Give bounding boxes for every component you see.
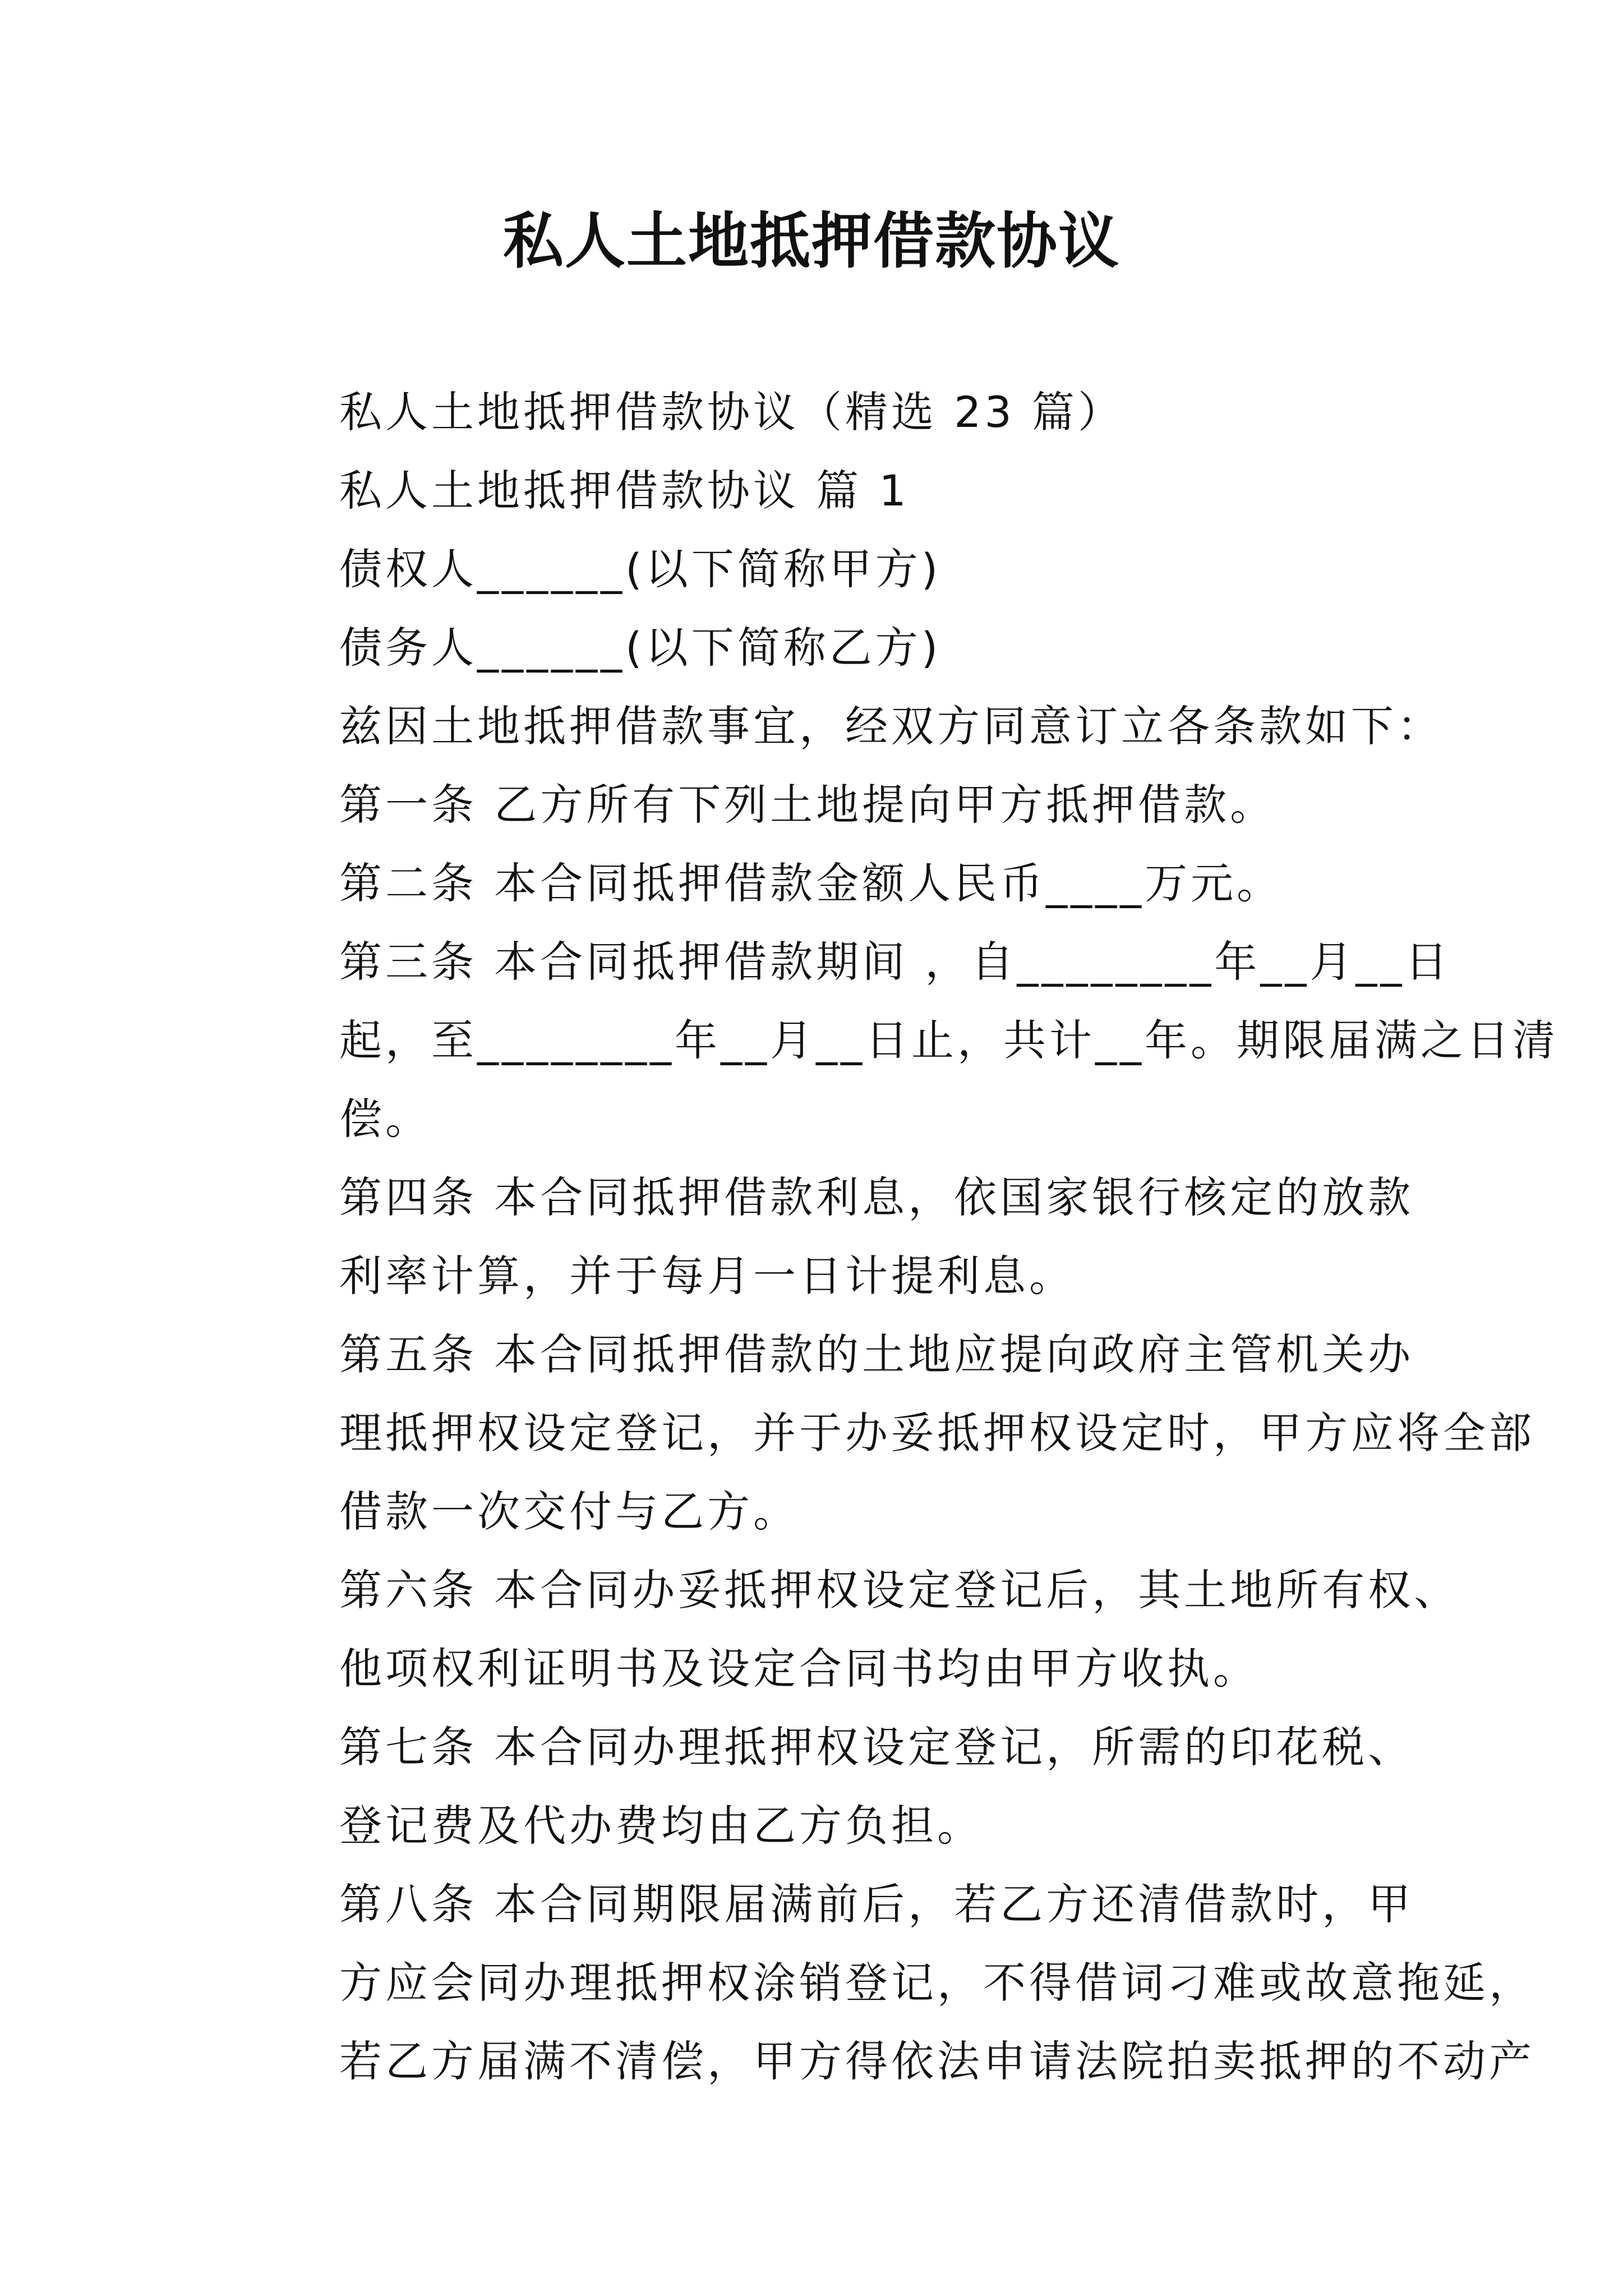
text-line: 债务人______(以下简称乙方) xyxy=(339,623,942,673)
text-line: 若乙方届满不清偿，甲方得依法申请法院拍卖抵押的不动产 xyxy=(339,2036,1535,2086)
paragraph-article-8 xyxy=(250,1865,1535,2101)
text-line: 方应会同办理抵押权涂销登记，不得借词刁难或故意拖延， xyxy=(339,1958,1535,2008)
text-line: 利率计算，并于每月一日计提利息。 xyxy=(339,1251,1075,1301)
paragraph-preamble xyxy=(250,687,1443,766)
paragraph-chapter-heading xyxy=(250,452,1405,530)
text-line: 私人土地抵押借款协议（精选 23 篇） xyxy=(339,387,1124,437)
text-line: 理抵押权设定登记，并于办妥抵押权设定时，甲方应将全部 xyxy=(339,1408,1535,1458)
text-line: 第二条 本合同抵押借款金额人民币____万元。 xyxy=(339,858,1283,908)
text-line: 第八条 本合同期限届满前后，若乙方还清借款时，甲 xyxy=(339,1879,1414,1929)
paragraph-article-2 xyxy=(250,844,1405,923)
paragraph-debtor xyxy=(250,609,1405,687)
text-line: 第七条 本合同办理抵押权设定登记，所需的印花税、 xyxy=(339,1722,1414,1772)
paragraph-creditor xyxy=(250,530,1405,609)
text-line: 第五条 本合同抵押借款的土地应提向政府主管机关办 xyxy=(339,1329,1414,1379)
text-line: 第六条 本合同办妥抵押权设定登记后，其土地所有权、 xyxy=(339,1565,1460,1615)
paragraph-collection-title xyxy=(250,373,1405,452)
text-line: 借款一次交付与乙方。 xyxy=(339,1487,799,1536)
text-line: 第三条 本合同抵押借款期间 ，自________年__月__日 xyxy=(339,937,1451,987)
text-line: 起，至________年__月__日止，共计__年。期限届满之日清 xyxy=(339,1015,1559,1065)
paragraph-article-3 xyxy=(250,923,1559,1158)
text-line: 登记费及代办费均由乙方负担。 xyxy=(339,1801,983,1851)
paragraph-article-7 xyxy=(250,1708,1414,1865)
text-line: 偿。 xyxy=(339,1094,431,1144)
text-line: 他项权利证明书及设定合同书均由甲方收执。 xyxy=(339,1644,1259,1694)
paragraph-article-5 xyxy=(250,1315,1535,1551)
text-line: 第四条 本合同抵押借款利息，依国家银行核定的放款 xyxy=(339,1172,1414,1222)
text-line: 第一条 乙方所有下列土地提向甲方抵押借款。 xyxy=(339,780,1276,830)
paragraph-article-4 xyxy=(250,1158,1414,1315)
text-line: 债权人______(以下简称甲方) xyxy=(339,544,942,594)
document-body xyxy=(250,373,1559,2101)
document-title: 私人土地抵押借款协议 xyxy=(502,206,1120,277)
paragraph-article-6 xyxy=(250,1551,1460,1708)
text-line: 兹因土地抵押借款事宜，经双方同意订立各条款如下： xyxy=(339,701,1443,751)
text-line: 私人土地抵押借款协议 篇 1 xyxy=(339,466,910,516)
paragraph-article-1 xyxy=(250,766,1405,844)
